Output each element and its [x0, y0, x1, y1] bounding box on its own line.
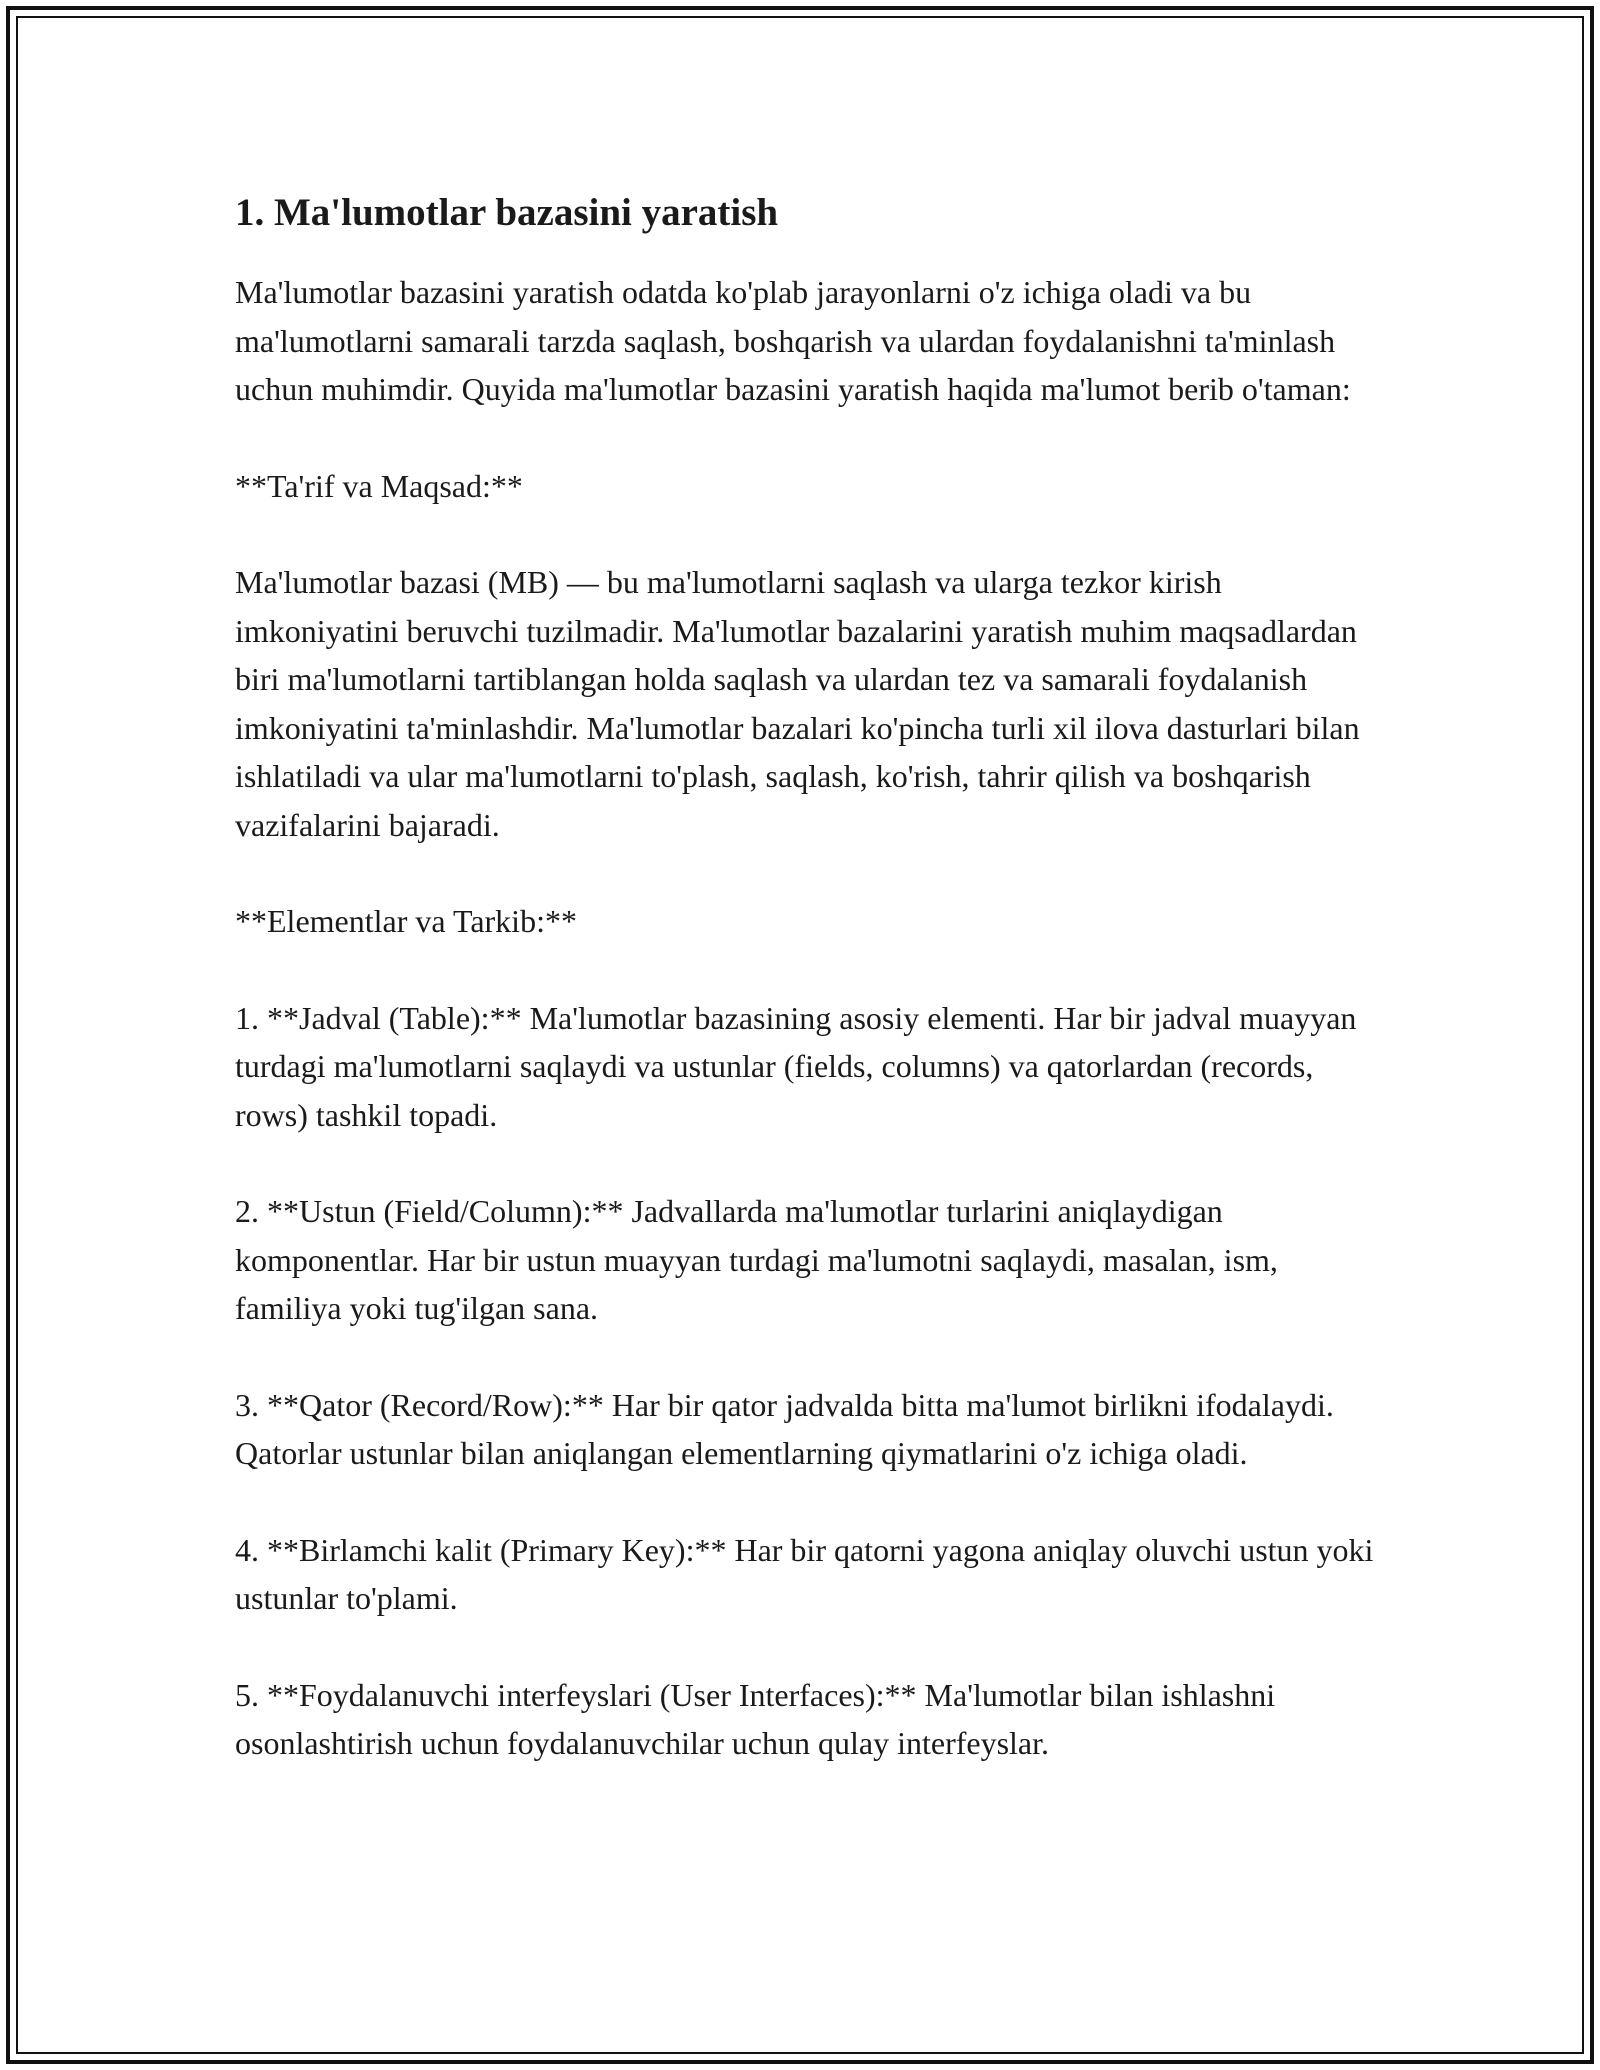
list-item-column: 2. **Ustun (Field/Column):** Jadvallarda ma'lumotlar turlarini aniqlaydigan komponentlar. Har bir ustun muayyan turdagi ma'lumotni saqlaydi, masalan, ism, familiya yoki tug'ilgan sana.: [235, 1193, 1278, 1326]
document-body: [235, 188, 1385, 1816]
list-item-user-interfaces: 5. **Foydalanuvchi interfeyslari (User Interfaces):** Ma'lumotlar bilan ishlashni osonlashtirish uchun foydalanuvchilar uchun qulay interfeyslar.: [235, 1676, 1276, 1761]
intro-paragraph: Ma'lumotlar bazasini yaratish odatda ko'plab jarayonlarni o'z ichiga oladi va bu ma'lumotlarni samarali tarzda saqlash, boshqarish va ulardan foydalanishni ta'minlash uchun muhimdir. Quyida ma'lumotlar bazasini yaratish haqida ma'lumot berib o'taman:: [235, 274, 1351, 407]
list-item-table: 1. **Jadval (Table):** Ma'lumotlar bazasining asosiy elementi. Har bir jadval muayyan turdagi ma'lumotlarni saqlaydi va ustunlar (fields, columns) va qatorlardan (records, rows) tashkil topadi.: [235, 999, 1357, 1133]
list-item-row: 3. **Qator (Record/Row):** Har bir qator jadvalda bitta ma'lumot birlikni ifodalaydi. Qatorlar ustunlar bilan aniqlangan elementlarning qiymatlarini o'z ichiga oladi.: [235, 1386, 1334, 1471]
section-heading-definition: **Ta'rif va Maqsad:**: [235, 467, 523, 504]
section-heading-elements: **Elementlar va Tarkib:**: [235, 903, 577, 939]
list-item-primary-key: 4. **Birlamchi kalit (Primary Key):** Har bir qatorni yagona aniqlay oluvchi ustun yoki ustunlar to'plami.: [235, 1531, 1374, 1616]
definition-paragraph: Ma'lumotlar bazasi (MB) — bu ma'lumotlarni saqlash va ularga tezkor kirish imkoniyatini beruvchi tuzilmadir. Ma'lumotlar bazalarini yaratish muhim maqsadlardan biri ma'lumotlarni tartiblangan holda saqlash va ulardan tez va samarali foydalanish imkoniyatini ta'minlashdir. Ma'lumotlar bazalari ko'pincha turli xil ilova dasturlari bilan ishlatiladi va ular ma'lumotlarni to'plash, saqlash, ko'rish, tahrir qilish va boshqarish vazifalarini bajaradi.: [235, 564, 1360, 843]
document-title: 1. Ma'lumotlar bazasini yaratish: [235, 191, 779, 234]
